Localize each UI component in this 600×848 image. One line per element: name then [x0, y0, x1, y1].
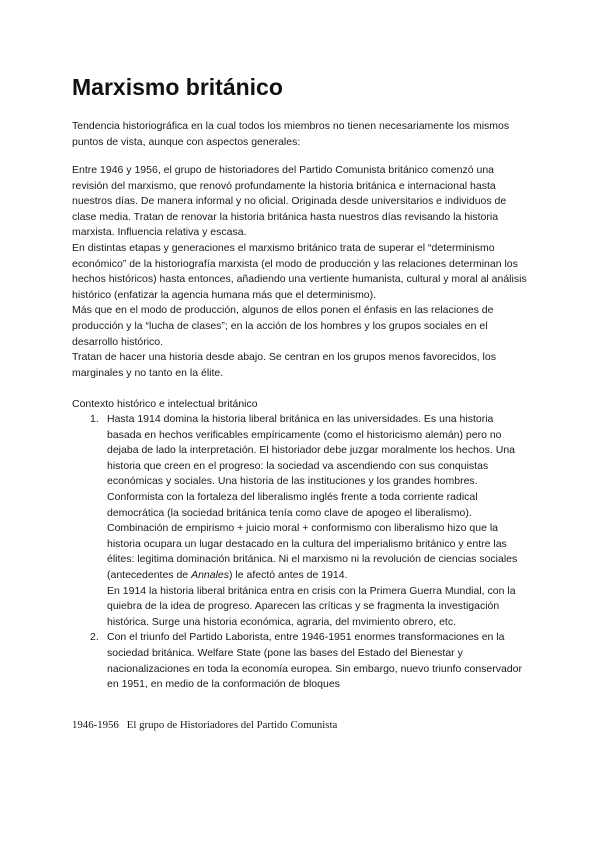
paragraph-class-struggle: Más que en el modo de producción, algunos de ellos ponen el énfasis en las relaciones de producción y la “lucha de clases”; en la acción de los hombres y los grupos sociales en el desarrollo histórico.	[72, 304, 494, 348]
list-item-text-start: Hasta 1914 domina la historia liberal británica en las universidades. Es una historia basada en hechos verificables empíricamente (como el historicismo alemán) pero no dejaba de lado la interpretación. El historiador debe juzgar moralmente los hechos. Una historia que creen en el progreso: la sociedad va ascendiendo con sus conquistas económicas y sociales. Una historia de las instituciones y los grandes hombres. Conformista con la fortaleza del liberalismo inglés frente a toda corriente radical democrática (la sociedad británica tenía como clave de apogeo el liberalismo). Combinación de empirismo + juicio moral + conformismo con liberalismo hizo que la historia ocupara un lugar destacado en la cultura del imperialismo británico y entre las élites: legitima dominación británica. Ni el marxismo ni la revolución de ciencias sociales (antecedentes de	[107, 413, 518, 581]
document-title: Marxismo británico	[72, 74, 283, 100]
main-text-block	[72, 163, 532, 381]
list-item-number: 2.	[90, 631, 99, 644]
section-heading-text: El grupo de Historiadores del Partido Comunista	[126, 719, 338, 731]
list-item-number: 1.	[90, 413, 99, 425]
list-item-text	[107, 412, 530, 584]
context-section-title: Contexto histórico e intelectual británico	[72, 398, 258, 410]
intro-paragraph: Tendencia historiográfica en la cual todos los miembros no tienen necesariamente los mismos puntos de vista, aunque con aspectos generales:	[72, 120, 510, 148]
section-heading-1946-1956	[72, 718, 337, 733]
list-item-second-paragraph: En 1914 la historia liberal británica entra en crisis con la Primera Guerra Mundial, con la quiebra de la idea de progreso. Aparecen las críticas y se fragmenta la investigación histórica. Surge una historia económica, agraria, del mvimiento obrero, etc.	[107, 584, 516, 628]
paragraph-history-from-below: Tratan de hacer una historia desde abajo. Se centran en los grupos menos favorecidos, los marginales y no tanto en la élite.	[72, 351, 496, 379]
annales-italic-text: Annales	[191, 568, 230, 581]
list-item	[90, 412, 530, 630]
list-item-text-end: ) le afectó antes de 1914.	[229, 568, 348, 581]
paragraph-group-origin: Entre 1946 y 1956, el grupo de historiadores del Partido Comunista británico comenzó una revisión del marxismo, que renovó profundamente la historia británica e internacional hasta nuestros días. De manera informal y no oficial. Originada desde universitarios e individuos de clase media. Tratan de renovar la historia británica hasta nuestros días revisando la historia marxista. Influencia relativa y escasa.	[72, 164, 507, 239]
list-item-text: Con el triunfo del Partido Laborista, entre 1946-1951 enormes transformaciones en la sociedad británica. Welfare State (pone las bases del Estado del Bienestar y nacionalizaciones en toda la economía europea. Sin embargo, nuevo triunfo conservador en 1951, en medio de la conformación de bloques	[107, 631, 523, 691]
list-item	[90, 630, 530, 692]
context-numbered-list	[90, 412, 530, 693]
paragraph-determinism: En distintas etapas y generaciones el marxismo británico trata de superar el “determinismo económico” de la historiografía marxista (el modo de producción y las relaciones determinan los hechos históricos) hasta entonces, añadiendo una vertiente humanista, cultural y moral al análisis histórico (enfatizar la agencia humana más que el determinismo).	[72, 241, 527, 301]
section-heading-years: 1946-1956	[72, 719, 119, 731]
